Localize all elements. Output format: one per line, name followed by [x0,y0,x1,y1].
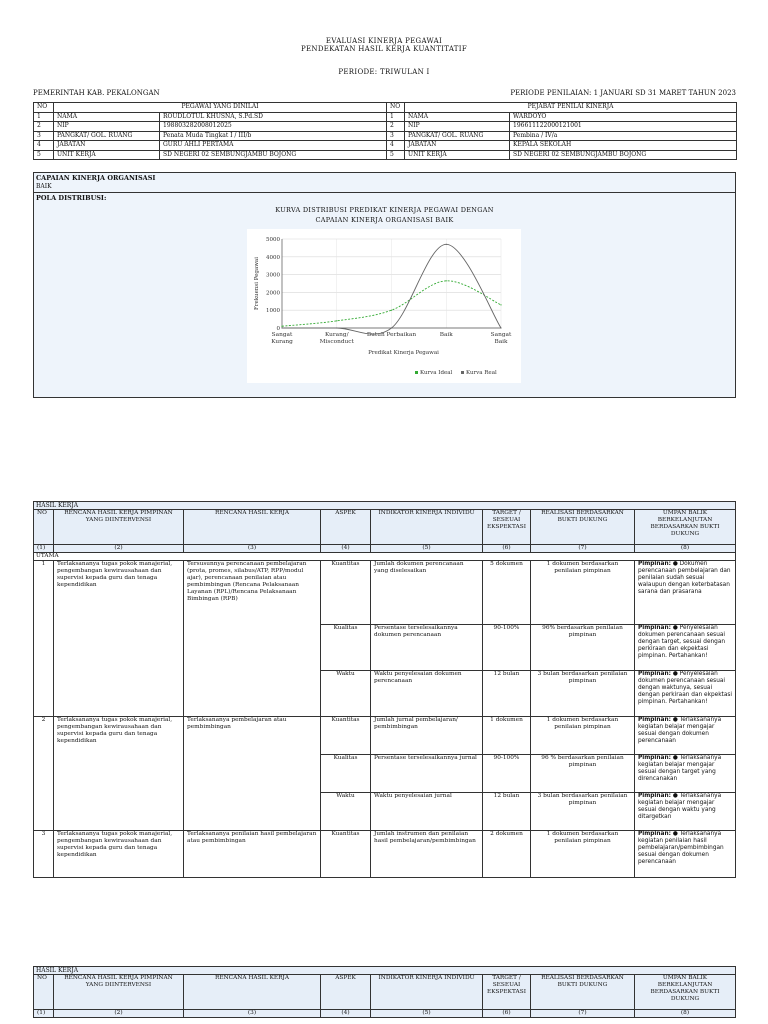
aspek-cell: Kualitas [321,625,371,671]
umpan-balik-cell [635,625,736,671]
column-number: (2) [54,1010,184,1018]
feedback-label: Pimpinan: [638,717,671,724]
capaian-value: BAIK [34,183,735,193]
hasil-kerja-table [33,501,736,878]
item-no: 3 [34,831,54,878]
column-number: (7) [531,545,635,553]
row-label: UNIT KERJA [54,150,160,160]
legend-label: Kurva Real [466,370,497,376]
y-axis-label: Frekuensi Pegawai [254,257,260,310]
column-header: ASPEK [321,975,371,1010]
column-header: REALISASI BERDASARKAN BUKTI DUKUNG [531,975,635,1010]
y-tick-label: 1000 [266,308,280,315]
column-header: NO [34,510,54,545]
legend-label: Kurva Ideal [420,370,453,376]
column-number: (8) [635,545,736,553]
column-number: (4) [321,545,371,553]
target-cell: 12 bulan [483,671,531,717]
pejabat-value: SD NEGERI 02 SEMBUNGJAMBU BOJONG [510,150,737,160]
aspek-cell: Waktu [321,671,371,717]
data-point [446,244,447,245]
document-subtitle: PENDEKATAN HASIL KERJA KUANTITATIF [301,45,467,53]
column-number: (3) [184,545,321,553]
aspek-cell: Kuantitas [321,717,371,755]
data-point [281,326,282,327]
data-point [336,320,337,321]
pegawai-value: ROUDLOTUL KHUSNA, S.Pd.SD [160,112,387,122]
pegawai-value: Penata Muda Tingkat I / III/b [160,131,387,141]
chart-title-line1: KURVA DISTRIBUSI PREDIKAT KINERJA PEGAWAI DENGAN [275,206,494,214]
umpan-balik-cell [635,755,736,793]
feedback-text: ● Terlaksananya kegiatan belajar mengajar sesuai dengan target yang direncanakan [638,755,722,782]
rencana-hasil-kerja: Terlaksananya penilaian hasil pembelajaran atau pembimbingan [184,831,321,878]
feedback-text: ● Dokumen perencanaan pembelajaran dan penilaian sudah sesuai walaupun dengan keterbatasan sarana dan prasarana [638,561,731,595]
feedback-label: Pimpinan: [638,671,671,678]
realisasi-cell: 1 dokumen berdasarkan penilaian pimpinan [531,561,635,625]
x-axis-label: Predikat Kinerja Pegawai [368,350,439,356]
column-header: TARGET / SESEUAI EKSPEKTASI [483,510,531,545]
aspek-cell: Waktu [321,793,371,831]
column-number-row [34,1010,736,1018]
realisasi-cell: 3 bulan berdasarkan penilaian pimpinan [531,793,635,831]
target-cell: 5 dokumen [483,561,531,625]
rencana-pimpinan: Terlaksananya tugas pokok manajerial, pengembangan kewirausahaan dan supervisi kepada guru dan tenaga kependidikan [54,561,184,717]
x-tick-label: Sangat Kurang [271,332,293,345]
hasil-kerja-table-2 [33,966,736,1018]
target-cell: 12 bulan [483,793,531,831]
indikator-cell: Jumlah instrumen dan penilaian hasil pembelajaran/pembimbingan [371,831,483,878]
row-no-2: 2 [387,122,405,132]
row-label: JABATAN [54,141,160,151]
row-no: 2 [34,122,54,132]
column-number: (7) [531,1010,635,1018]
x-tick-label: Butuh Perbaikan [366,332,417,338]
indikator-cell: Persentase terselesaikannya dokumen perencanaan [371,625,483,671]
aspek-cell: Kuantitas [321,561,371,625]
row-no-2: 3 [387,131,405,141]
y-tick-label: 3000 [266,272,280,279]
item-no: 2 [34,717,54,831]
y-tick-label: 4000 [266,254,280,261]
row-label-2: UNIT KERJA [405,150,510,160]
document-title: EVALUASI KINERJA PEGAWAI [325,37,443,45]
row-label: NIP [54,122,160,132]
identitas-row [34,122,737,132]
column-number: (5) [371,545,483,553]
item-no: 1 [34,561,54,717]
column-number: (1) [34,1010,54,1018]
aspek-cell: Kuantitas [321,831,371,878]
distribution-chart [247,229,521,383]
rencana-pimpinan: Terlaksananya tugas pokok manajerial, pengembangan kewirausahaan dan supervisi kepada guru dan tenaga kependidikan [54,717,184,831]
pegawai-value: SD NEGERI 02 SEMBUNGJAMBU BOJONG [160,150,387,160]
section-row [34,553,736,561]
table-caption-row [34,967,736,975]
umpan-balik-cell [635,831,736,878]
rencana-hasil-kerja: Tersusunnya perencanaan pembelajaran (prota, promes, silabus/ATP, RPP/modul ajar), perencanaan penilaian atau pembimbingan (Rencana Pelaksanaan Layanan (RPL)/Rencana Pelaksanaan Bimbingan (RPB) [184,561,321,717]
table-row [34,831,736,878]
target-cell: 90-100% [483,625,531,671]
instansi-label: PEMERINTAH KAB. PEKALONGAN [33,89,160,97]
data-point [281,327,282,328]
header-row [33,89,736,97]
column-number: (8) [635,1010,736,1018]
pejabat-value: KEPALA SEKOLAH [510,141,737,151]
x-tick-label: Baik [439,332,453,338]
identitas-row [34,141,737,151]
legend-swatch [461,371,464,374]
column-number: (2) [54,545,184,553]
data-point [500,327,501,328]
table-header-row [34,975,736,1010]
distribution-chart-svg [247,229,521,383]
periode-penilaian: PERIODE PENILAIAN: 1 JANUARI SD 31 MARET TAHUN 2023 [510,89,736,97]
y-tick-label: 5000 [266,237,280,243]
column-header: UMPAN BALIK BERKELANJUTAN BERDASARKAN BUKTI DUKUNG [635,975,736,1010]
row-label-2: PANGKAT/ GOL. RUANG [405,131,510,141]
row-no-2: 5 [387,150,405,160]
rencana-pimpinan: Terlaksananya tugas pokok manajerial, pengembangan kewirausahaan dan supervisi kepada guru dan tenaga kependidikan [54,831,184,878]
table-header-row [34,510,736,545]
realisasi-cell: 1 dokumen berdasarkan penilaian pimpinan [531,717,635,755]
umpan-balik-cell [635,671,736,717]
realisasi-cell: 96 % berdasarkan penilaian pimpinan [531,755,635,793]
umpan-balik-cell [635,793,736,831]
column-header: RENCANA HASIL KERJA [184,510,321,545]
data-point [391,327,392,328]
pejabat-value: 196611122000121001 [510,122,737,132]
column-number: (4) [321,1010,371,1018]
table-row [34,717,736,755]
rencana-hasil-kerja: Terlaksananya pembelajaran atau pembimbingan [184,717,321,831]
table-caption: HASIL KERJA [34,502,736,510]
y-tick-label: 2000 [266,290,280,297]
column-number: (1) [34,545,54,553]
row-label-2: JABATAN [405,141,510,151]
row-no: 4 [34,141,54,151]
x-tick-label: Sangat Baik [490,332,512,345]
table-caption: HASIL KERJA [34,967,736,975]
pola-distribusi-label: POLA DISTRIBUSI: [36,194,107,202]
identitas-table [33,102,737,160]
data-point [336,327,337,328]
column-number: (3) [184,1010,321,1018]
column-number-row [34,545,736,553]
feedback-text: ● Penyelesaian dokumen perencanaan sesuai dengan target, sesuai dengan perkiraan dan ekpektasi pimpinan. Pertahankan! [638,625,726,659]
row-label: NAMA [54,112,160,122]
aspek-cell: Kualitas [321,755,371,793]
target-cell: 90-100% [483,755,531,793]
target-cell: 2 dokumen [483,831,531,878]
y-tick-label: 0 [276,326,280,332]
target-cell: 1 dokumen [483,717,531,755]
column-number: (6) [483,1010,531,1018]
row-label: PANGKAT/ GOL. RUANG [54,131,160,141]
col-no-2: NO [387,103,405,113]
pejabat-value: WARDOYO [510,112,737,122]
data-point [500,304,501,305]
column-header: INDIKATOR KINERJA INDIVIDU [371,510,483,545]
realisasi-cell: 96% berdasarkan penilaian pimpinan [531,625,635,671]
indikator-cell: Jumlah dokumen perencanaan yang diselesaikan [371,561,483,625]
pegawai-value: 198803282008012025 [160,122,387,132]
table-caption-row [34,502,736,510]
identitas-row [34,131,737,141]
feedback-text: ● Terlaksananya kegiatan penilaian hasil pembelajaran/pembimbingan sesuai dengan dokumen perencanaan [638,831,724,865]
feedback-text: ● Penyelesaian dokumen perencanaan sesuai dengan waktunya, sesuai dengan perkiraan dan ekpektasi pimpinan. Pertahankan! [638,671,733,705]
indikator-cell: Waktu penyelesaian dokumen perencanaan [371,671,483,717]
feedback-text: ● Terlaksananya kegiatan belajar mengajar sesuai dengan dokumen perencanaan [638,717,722,744]
row-no: 1 [34,112,54,122]
identitas-row [34,112,737,122]
pegawai-value: GURU AHLI PERTAMA [160,141,387,151]
indikator-cell: Waktu penyelesaian jurnal [371,793,483,831]
pejabat-value: Pembina / IV/a [510,131,737,141]
feedback-text: ● Terlaksananya kegiatan belajar mengajar sesuai dengan waktu yang ditargetkan [638,793,722,820]
x-tick-label: Kurang/ Misconduct [319,332,354,345]
umpan-balik-cell [635,561,736,625]
indikator-cell: Persentase terselesaikannya jurnal [371,755,483,793]
umpan-balik-cell [635,717,736,755]
table-row [34,561,736,625]
column-header: TARGET / SESEUAI EKSPEKTASI [483,975,531,1010]
identitas-row [34,150,737,160]
chart-title [34,206,735,226]
col-no: NO [34,103,54,113]
column-header: INDIKATOR KINERJA INDIVIDU [371,975,483,1010]
data-point [391,310,392,311]
feedback-label: Pimpinan: [638,755,671,762]
row-no-2: 1 [387,112,405,122]
feedback-label: Pimpinan: [638,625,671,632]
pejabat-header: PEJABAT PENILAI KINERJA [405,103,737,113]
row-label-2: NAMA [405,112,510,122]
feedback-label: Pimpinan: [638,561,671,568]
feedback-label: Pimpinan: [638,831,671,838]
row-no-2: 4 [387,141,405,151]
realisasi-cell: 1 dokumen berdasarkan penilaian pimpinan [531,831,635,878]
capaian-kinerja-panel [33,172,736,398]
row-no: 5 [34,150,54,160]
column-header: ASPEK [321,510,371,545]
chart-title-line2: CAPAIAN KINERJA ORGANISASI BAIK [315,215,454,224]
column-header: RENCANA HASIL KERJA [184,975,321,1010]
section-label: UTAMA [34,553,736,561]
column-header: RENCANA HASIL KERJA PIMPINAN YANG DIINTERVENSI [54,975,184,1010]
pegawai-header: PEGAWAI YANG DINILAI [54,103,387,113]
data-point [446,280,447,281]
column-header: NO [34,975,54,1010]
column-header: RENCANA HASIL KERJA PIMPINAN YANG DIINTERVENSI [54,510,184,545]
indikator-cell: Jumlah jurnal pembelajaran/ pembimbingan [371,717,483,755]
row-label-2: NIP [405,122,510,132]
column-header: REALISASI BERDASARKAN BUKTI DUKUNG [531,510,635,545]
feedback-label: Pimpinan: [638,793,671,800]
legend-swatch [415,371,418,374]
column-header: UMPAN BALIK BERKELANJUTAN BERDASARKAN BUKTI DUKUNG [635,510,736,545]
column-number: (6) [483,545,531,553]
realisasi-cell: 3 bulan berdasarkan penilaian pimpinan [531,671,635,717]
capaian-title: CAPAIAN KINERJA ORGANISASI [36,174,156,182]
periode-label: PERIODE: TRIWULAN I [338,68,430,76]
row-no: 3 [34,131,54,141]
column-number: (5) [371,1010,483,1018]
